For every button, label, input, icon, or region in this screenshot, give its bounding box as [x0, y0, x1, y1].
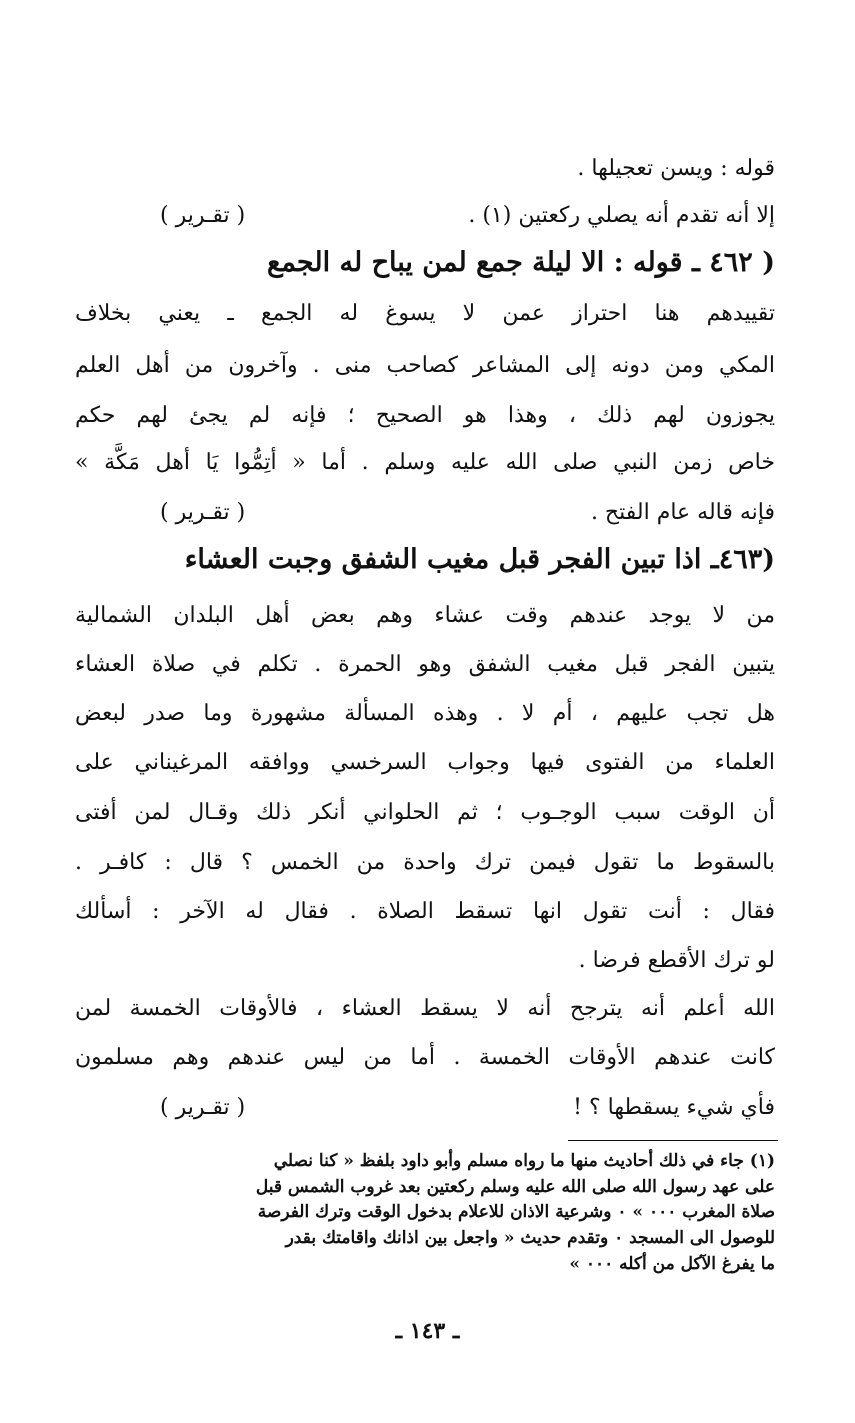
text-line: لو ترك الأقطع فرضا .: [578, 948, 775, 973]
text-line: يتبين الفجر قبل مغيب الشفق وهو الحمرة . تكلم في صلاة العشاء: [75, 652, 775, 677]
text-line: تقييدهم هنا احتراز عمن لا يسوغ له الجمع ـ يعني بخلاف: [75, 301, 775, 326]
footnote-line: ما يفرغ الآكل من أكله ٠٠٠ »: [569, 1254, 775, 1274]
text-line: خاص زمن النبي صلى الله عليه وسلم . أما « أتِمُّوا يَا أهل مَكَّة »: [75, 450, 775, 475]
section-heading-462: ( ٤٦٢ ـ قوله : الا ليلة جمع لمن يباح له الجمع: [266, 247, 775, 278]
text-line: هل تجب عليهم ، أم لا . وهذه المسألة مشهورة وما صدر لبعض: [75, 701, 775, 726]
text-line: من لا يوجد عندهم وقت عشاء وهم بعض أهل البلدان الشمالية: [75, 603, 775, 628]
source-tag: ( تقـرير ): [160, 1095, 246, 1120]
text-line: كانت عندهم الأوقات الخمسة . أما من ليس عندهم وهم مسلمون: [75, 1045, 775, 1070]
source-tag: ( تقـرير ): [160, 500, 246, 525]
text-line: الله أعلم أنه يترجح أنه لا يسقط العشاء ، فالأوقات الخمسة لمن: [75, 996, 775, 1021]
text-line: العلماء من الفتوى فيها وجواب السرخسي ووافقه المرغيناني على: [75, 750, 775, 775]
text-line: المكي ومن دونه إلى المشاعر كصاحب منى . وآخرون من أهل العلم: [75, 353, 775, 378]
footnote-line: (١) جاء في ذلك أحاديث منها ما رواه مسلم وأبو داود بلفظ « كنا نصلي: [273, 1151, 775, 1171]
text-line: بالسقوط ما تقول فيمن ترك واحدة من الخمس ؟ قال : كافـر .: [75, 850, 775, 875]
footnote-divider: [568, 1140, 778, 1141]
footnote-line: للوصول الى المسجد ٠ وتقدم حديث « واجعل بين اذانك واقامتك بقدر: [285, 1228, 775, 1248]
source-tag: ( تقـرير ): [160, 203, 246, 228]
text-line: فإنه قاله عام الفتح .: [590, 500, 775, 525]
footnote-line: صلاة المغرب ٠٠٠ » ٠ وشرعية الاذان للاعلام بدخول الوقت وترك الفرصة: [257, 1202, 775, 1222]
text-line: أن الوقت سبب الوجـوب ؛ ثم الحلواني أنكر ذلك وقـال لمن أفتى: [75, 800, 775, 825]
page-number: ـ ١٤٣ ـ: [395, 1318, 460, 1344]
section-heading-463: (٤٦٣ـ اذا تبين الفجر قبل مغيب الشفق وجبت العشاء: [184, 544, 775, 575]
text-line: قوله : ويسن تعجيلها .: [577, 156, 775, 181]
text-line: فأي شيء يسقطها ؟ !: [573, 1095, 775, 1120]
text-line: يجوزون لهم ذلك ، وهذا هو الصحيح ؛ فإنه لم يجئ لهم حكم: [75, 403, 775, 428]
text-line: فقال : أنت تقول انها تسقط الصلاة . فقال له الآخر : أسألك: [75, 899, 775, 924]
text-line: إلا أنه تقدم أنه يصلي ركعتين (١) .: [468, 203, 775, 228]
footnote-line: على عهد رسول الله صلى الله عليه وسلم ركعتين بعد غروب الشمس قبل: [255, 1177, 775, 1197]
